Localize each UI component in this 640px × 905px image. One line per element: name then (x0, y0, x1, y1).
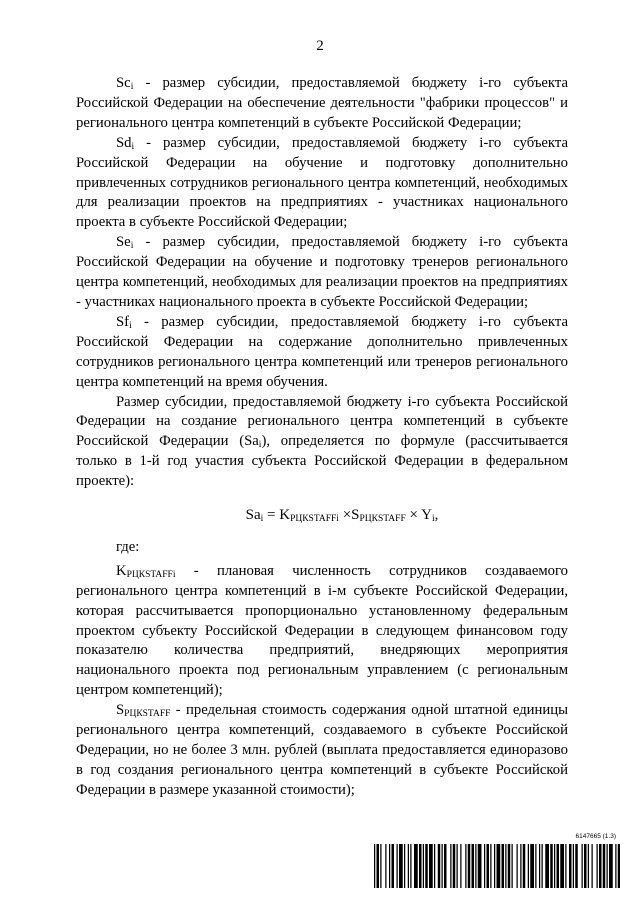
barcode-bar (487, 844, 490, 888)
barcode-bar (465, 844, 466, 888)
barcode-bar (460, 844, 461, 888)
barcode-bar (450, 844, 451, 888)
barcode-bar (512, 844, 513, 888)
barcode-bar (550, 844, 553, 888)
barcode-bar (523, 844, 526, 888)
barcode-bar (377, 844, 380, 888)
barcode-bar (414, 844, 418, 888)
barcode-bar (569, 844, 572, 888)
barcode-bar (497, 844, 501, 888)
barcode-bar (618, 844, 620, 888)
barcode-bar (490, 844, 491, 888)
barcode-bar (505, 844, 506, 888)
barcode-bar (457, 844, 458, 888)
barcode-bar (597, 844, 598, 888)
barcode-bar (539, 844, 540, 888)
barcode-bar (389, 844, 390, 888)
barcode-bar (582, 844, 583, 888)
formula: $Sa_i = K_{РЦКSTAFFi} \times S_{РЦКSTAFF} \times Y_i$, (245, 507, 439, 525)
barcode-number: 6147665 (1.3) (575, 833, 616, 840)
barcode-bar (565, 844, 566, 888)
barcode-bar (588, 844, 589, 888)
barcode-bar (399, 844, 403, 888)
barcode-bar (520, 844, 521, 888)
barcode-bar (434, 844, 435, 888)
barcode-bar (573, 844, 574, 888)
barcode-bar (444, 844, 447, 888)
barcode-bar (419, 844, 422, 888)
barcode-bar (584, 844, 587, 888)
paragraph-sc: $Sc_i$ - размер субсидии, предоставляемой бюджету i-го субъекта Российской Федерации на обеспечение деятельности "фабрики процессов" и регионального центра компетенций в субъекте Российской Федерации; (76, 75, 568, 131)
barcode-bar (542, 844, 543, 888)
barcode-bar (423, 844, 424, 888)
barcode-bar (530, 844, 534, 888)
barcode-bar (494, 844, 495, 888)
barcode-bar (554, 844, 555, 888)
where-label: где: (116, 538, 140, 555)
barcode-icon (374, 844, 620, 888)
barcode-bar (592, 844, 593, 888)
barcode-bar (438, 844, 441, 888)
paragraph-sf: $Sf_i$ - размер субсидии, предоставляемой бюджету i-го субъекта Российской Федерации на содержание дополнительно привлеченных сотрудников регионального центра компетенций или тренеров регионального центра компетенций на время обучения. (76, 313, 568, 390)
barcode-bar (380, 844, 381, 888)
barcode-bar (385, 844, 386, 888)
barcode-bar (575, 844, 578, 888)
page-number: 2 (316, 38, 324, 54)
barcode-bar (410, 844, 411, 888)
paragraph-se: $Se_i$ - размер субсидии, предоставляемой бюджету i-го субъекта Российской Федерации на обучение и подготовку тренеров регионального центра компетенций, необходимых для реализации проектов на предприятиях - участниках национального проекта в субъекте Российской Федерации; (76, 234, 568, 310)
barcode-bar (607, 844, 608, 888)
barcode-bar (517, 844, 518, 888)
barcode-bar (502, 844, 505, 888)
barcode-bar (484, 844, 485, 888)
barcode-bar (603, 844, 606, 888)
barcode-bar (397, 844, 398, 888)
barcode-bar (442, 844, 443, 888)
barcode-bar (599, 844, 602, 888)
barcode-bar (615, 844, 616, 888)
definition-k: $K_{РЦКSTAFFi}$ - плановая численность сотрудников создаваемого регионального центра компетенций в i-м субъекте Российской Федерации, которая рассчитывается пропорционально установленному федеральным проектом субъекту Российской Федерации в следующем финансовом году показателю количества предприятий, внедряющих мероприятия национального проекта под региональным управлением (с региональным центром компетенций); (76, 562, 568, 699)
barcode-bar (404, 844, 405, 888)
barcode-bar (475, 844, 476, 888)
barcode-bar (609, 844, 613, 888)
barcode-bar (472, 844, 475, 888)
barcode-bar (468, 844, 471, 888)
barcode-bar (408, 844, 409, 888)
barcode-bar (528, 844, 529, 888)
barcode-bar (453, 844, 456, 888)
barcode-bar (508, 844, 511, 888)
barcode-bar (392, 844, 395, 888)
barcode-bar (478, 844, 482, 888)
barcode-bar (429, 844, 433, 888)
barcode-bar (557, 844, 560, 888)
paragraph-size: Размер субсидии, предоставляемой бюджету i-го субъекта Российской Федерации на создание регионального центра компетенций в субъекте Российской Федерации $(Sa_i)$, определяется по формуле (рассчитывается только в 1-й год участия субъекта Российской Федерации в федеральном проекте): (76, 393, 568, 490)
barcode-bar (560, 844, 564, 888)
barcode-bar (425, 844, 428, 888)
definition-s: $S_{РЦКSTAFF}$ - предельная стоимость содержания одной штатной единицы регионального центра компетенций, создаваемого в субъекте Российской Федерации, но не более 3 млн. рублей (выплата предоставляется единоразово в год создания регионального центра компетенций в субъекте Российской Федерации в размере указанной стоимости); (76, 702, 568, 798)
barcode-bar (535, 844, 536, 888)
document-body (76, 74, 568, 801)
barcode-bar (545, 844, 549, 888)
paragraph-sd: $Sd_i$ - размер субсидии, предоставляемой бюджету i-го субъекта Российской Федерации на обучение и подготовку дополнительно привлеченных сотрудников регионального центра компетенций, необходимых для реализации проектов на предприятиях - участниках национального проекта в субъекте Российской Федерации; (76, 134, 568, 231)
barcode-bar (374, 844, 375, 888)
barcode (374, 833, 620, 888)
